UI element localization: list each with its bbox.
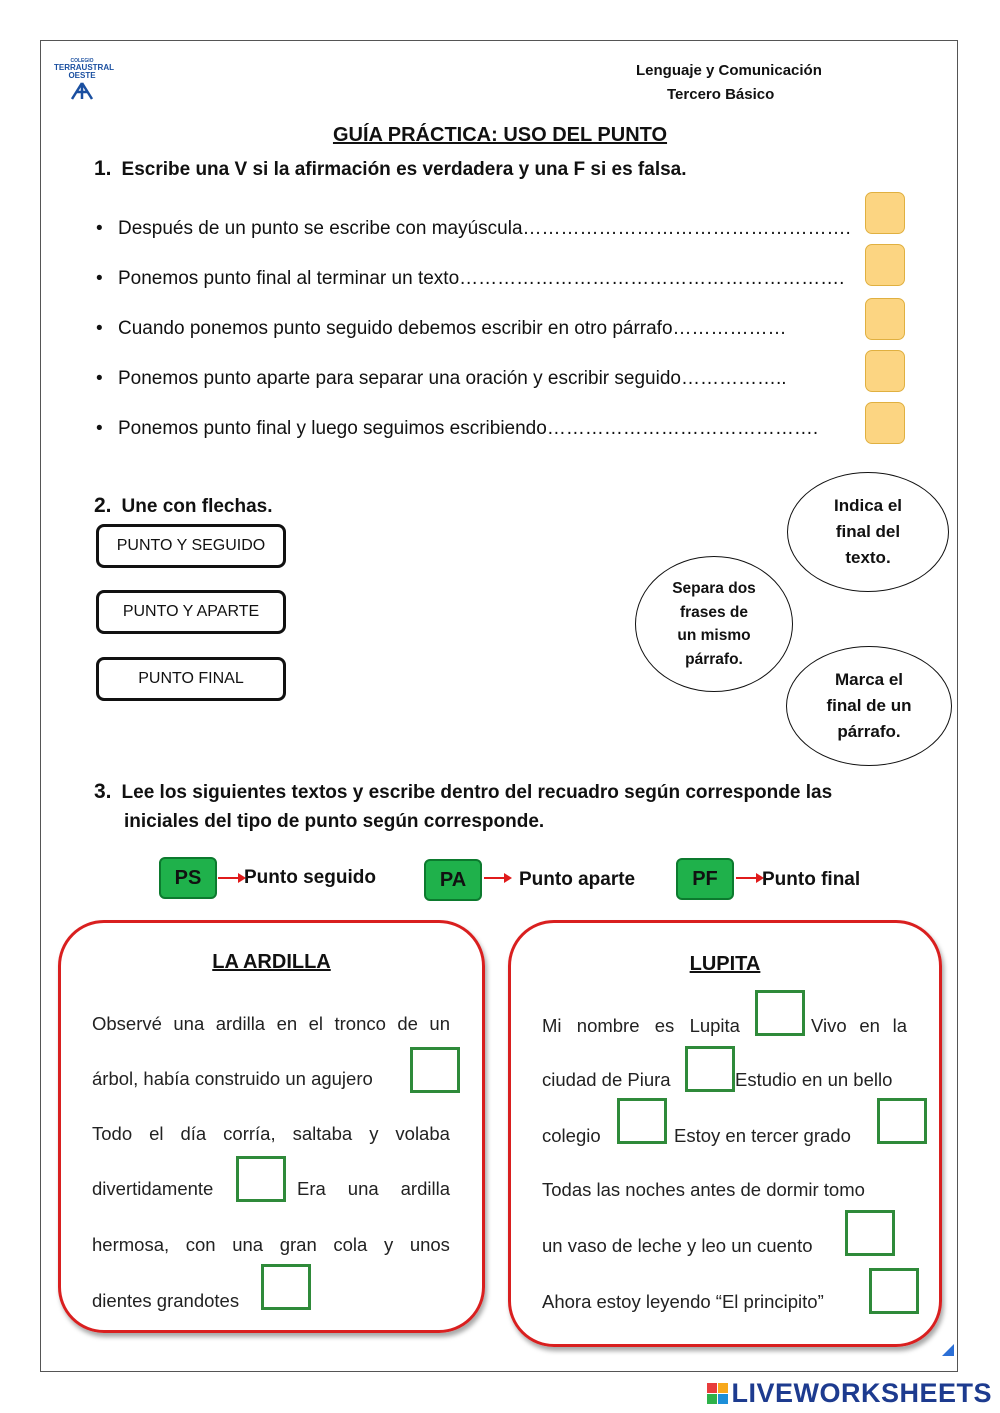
word: Vivo	[811, 1015, 847, 1036]
q1-statement-text: Ponemos punto final al terminar un texto…………………………………………………….	[118, 268, 845, 289]
ardilla-line-6: dientes grandotes	[92, 1290, 240, 1311]
legend-label-pf: Punto final	[762, 869, 861, 890]
q2-number: 2.	[94, 494, 112, 517]
lupita-line-3b: Estoy en tercer grado	[674, 1125, 851, 1146]
definition-line: final del	[835, 522, 901, 541]
ardilla-answer-box-1[interactable]	[410, 1047, 460, 1093]
logo-emblem-icon	[69, 82, 95, 100]
word: Lupita	[689, 1015, 740, 1036]
page-title: GUÍA PRÁCTICA: USO DEL PUNTO	[332, 124, 668, 146]
word: y	[383, 1234, 394, 1255]
term-punto-y-seguido[interactable]: PUNTO Y SEGUIDO	[96, 524, 286, 568]
word: en	[276, 1013, 298, 1034]
word: nombre	[576, 1015, 640, 1036]
q3-instruction-line1: Lee los siguientes textos y escribe dentro del recuadro según corresponde las	[121, 782, 833, 803]
subject-label: Lenguaje y Comunicación	[636, 62, 822, 79]
logo-line1: COLEGIO	[70, 58, 94, 64]
definition-line: Separa dos	[672, 580, 756, 597]
page-corner-icon	[942, 1344, 954, 1356]
q1-instruction: Escribe una V si la afirmación es verdadera y una F si es falsa.	[121, 159, 687, 180]
word: ardilla	[400, 1178, 450, 1199]
word: saltaba	[292, 1123, 353, 1144]
definition-line: párrafo.	[685, 650, 743, 668]
word: tronco	[334, 1013, 386, 1034]
q2-heading	[94, 494, 273, 518]
word: Mi	[542, 1015, 562, 1036]
word: y	[369, 1123, 379, 1144]
q1-statement-text: Cuando ponemos punto seguido debemos escribir en otro párrafo………………	[118, 318, 787, 339]
lupita-line-4: Todas las noches antes de dormir tomo	[542, 1179, 865, 1200]
term-punto-final[interactable]: PUNTO FINAL	[96, 657, 286, 701]
legend-badge-ps: PS	[159, 857, 217, 899]
lupita-line-5: un vaso de leche y leo un cuento	[542, 1235, 813, 1256]
panel-title-la-ardilla: LA ARDILLA	[212, 951, 331, 973]
definition-line: un mismo	[677, 627, 751, 644]
q1-heading	[94, 157, 687, 181]
ardilla-line-3	[92, 1123, 450, 1145]
word: gran	[279, 1234, 317, 1255]
q1-answer-box-1[interactable]	[865, 192, 905, 234]
lupita-line-2a: ciudad de Piura	[542, 1069, 671, 1090]
q1-statement: • Ponemos punto aparte para separar una oración y escribir seguido……………..	[96, 368, 787, 389]
definition-final-parrafo[interactable]	[786, 646, 952, 766]
definition-line: Indica el	[833, 496, 903, 515]
word: Todo	[92, 1123, 133, 1144]
word: de	[397, 1013, 418, 1034]
definition-line: texto.	[845, 548, 891, 567]
word: Era	[297, 1178, 326, 1199]
q2-instruction: Une con flechas.	[121, 496, 273, 517]
word: es	[654, 1015, 675, 1036]
ardilla-line-5	[92, 1234, 450, 1256]
legend-label-ps: Punto seguido	[244, 867, 376, 888]
word: con	[185, 1234, 216, 1255]
word: la	[892, 1015, 907, 1036]
legend-badge-pa: PA	[424, 859, 482, 901]
definition-line: Marca el	[834, 670, 904, 689]
word: cola	[333, 1234, 368, 1255]
q1-statement-text: Después de un punto se escribe con mayúscula…………………………………………….	[118, 218, 851, 239]
q3-instruction-line2: iniciales del tipo de punto según corresponde.	[124, 811, 545, 832]
q3-heading	[94, 780, 832, 804]
lupita-line-6: Ahora estoy leyendo “El principito”	[542, 1291, 824, 1312]
q3-number: 3.	[94, 780, 112, 803]
q1-statement: • Después de un punto se escribe con mayúscula…………………………………………….	[96, 218, 851, 239]
definition-final-texto[interactable]	[787, 472, 949, 592]
definition-line: final de un	[826, 696, 912, 715]
ardilla-line-1	[92, 1013, 450, 1035]
word: en	[859, 1015, 880, 1036]
q1-statement: • Cuando ponemos punto seguido debemos escribir en otro párrafo………………	[96, 318, 787, 339]
logo-line3: OESTE	[68, 71, 96, 80]
q1-number: 1.	[94, 157, 112, 180]
q1-statement: • Ponemos punto final al terminar un texto…………………………………………………….	[96, 268, 845, 289]
word: un	[429, 1013, 450, 1034]
liveworksheets-logo-icon	[707, 1383, 728, 1404]
word: ardilla	[215, 1013, 266, 1034]
term-punto-y-aparte[interactable]: PUNTO Y APARTE	[96, 590, 286, 634]
liveworksheets-brand	[707, 1378, 992, 1409]
lupita-answer-box-6[interactable]	[869, 1268, 919, 1314]
lupita-line-3a: colegio	[542, 1125, 601, 1146]
word: una	[232, 1234, 264, 1255]
q1-statement-text: Ponemos punto aparte para separar una oración y escribir seguido……………..	[118, 368, 787, 389]
legend-arrow-icon	[218, 877, 244, 879]
word: volaba	[395, 1123, 450, 1144]
word: Observé	[92, 1013, 162, 1034]
panel-title-lupita: LUPITA	[689, 953, 761, 975]
lupita-answer-box-4[interactable]	[877, 1098, 927, 1144]
lupita-answer-box-5[interactable]	[845, 1210, 895, 1256]
school-logo	[54, 58, 114, 100]
ardilla-answer-box-2[interactable]	[236, 1156, 286, 1202]
legend-badge-pf: PF	[676, 858, 734, 900]
ardilla-line-4a: divertidamente	[92, 1178, 214, 1199]
ardilla-line-4b	[297, 1178, 450, 1200]
ardilla-answer-box-3[interactable]	[261, 1264, 311, 1310]
word: día	[180, 1123, 207, 1144]
logo-line2: TERRAUSTRAL	[54, 63, 114, 72]
grade-label: Tercero Básico	[667, 86, 775, 103]
ardilla-line-2: árbol, había construido un agujero	[92, 1068, 373, 1089]
word: corría,	[223, 1123, 276, 1144]
lupita-line-1a	[542, 1015, 740, 1037]
word: hermosa,	[92, 1234, 170, 1255]
q1-answer-box-2[interactable]	[865, 244, 905, 286]
lupita-answer-box-1[interactable]	[755, 990, 805, 1036]
word: una	[173, 1013, 205, 1034]
word: el	[149, 1123, 164, 1144]
legend-arrow-icon	[484, 877, 510, 879]
definition-line: párrafo.	[837, 722, 901, 741]
lupita-line-1b	[811, 1015, 907, 1037]
lupita-answer-box-2[interactable]	[685, 1046, 735, 1092]
q1-statement: • Ponemos punto final y luego seguimos escribiendo…………………………………….	[96, 418, 819, 439]
q1-answer-box-5[interactable]	[865, 402, 905, 444]
legend-label-pa: Punto aparte	[519, 869, 636, 890]
word: una	[347, 1178, 379, 1199]
word: el	[308, 1013, 324, 1034]
lupita-answer-box-3[interactable]	[617, 1098, 667, 1144]
definition-separa-frases[interactable]	[635, 556, 793, 692]
q1-answer-box-4[interactable]	[865, 350, 905, 392]
lupita-line-2b: Estudio en un bello	[735, 1069, 893, 1090]
liveworksheets-name: LIVEWORKSHEETS	[731, 1378, 992, 1408]
q1-statement-text: Ponemos punto final y luego seguimos escribiendo…………………………………….	[118, 418, 819, 439]
legend-arrow-icon	[736, 877, 762, 879]
definition-line: frases de	[679, 603, 749, 621]
q1-answer-box-3[interactable]	[865, 298, 905, 340]
word: unos	[409, 1234, 450, 1255]
